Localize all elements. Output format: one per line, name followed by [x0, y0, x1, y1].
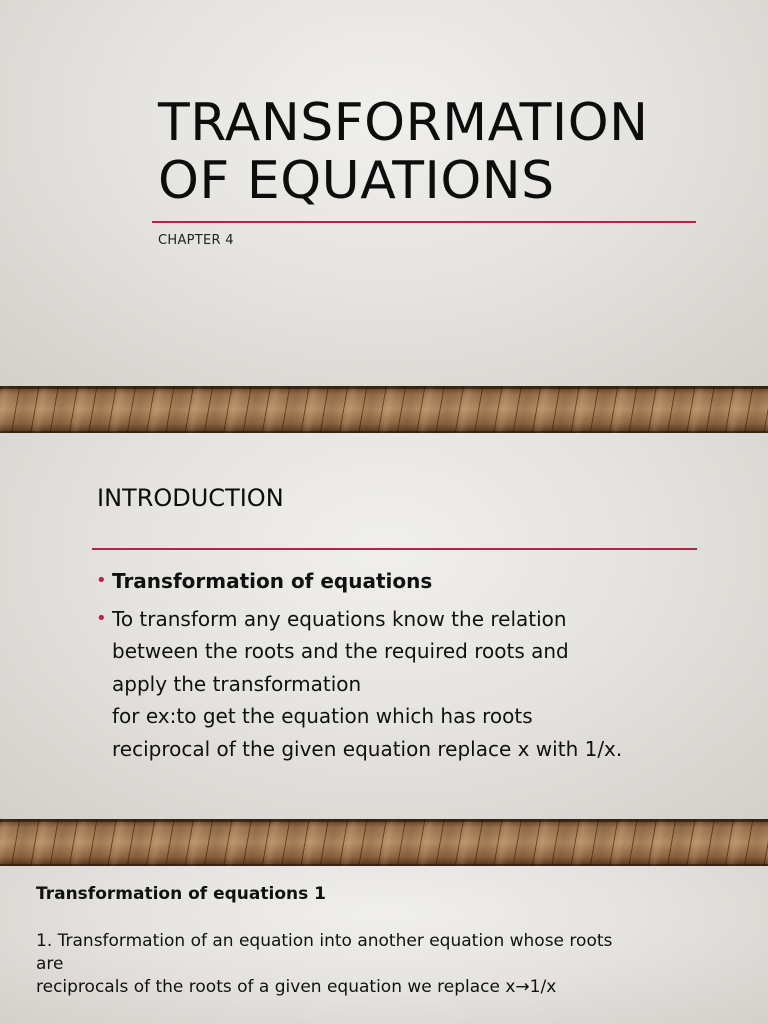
bullet-list — [96, 565, 716, 770]
introduction-heading: INTRODUCTION — [97, 484, 284, 512]
introduction-slide — [0, 433, 768, 819]
wood-floor-divider — [0, 819, 768, 866]
bullet-text: To transform any equations know the relation between the roots and the required roots and apply the transformation for ex:to get the equation which has roots reciprocal of the given equation replace x with 1/x. — [112, 606, 623, 761]
introduction-divider — [92, 548, 697, 550]
bullet-icon: • — [96, 607, 107, 629]
bullet-item — [96, 565, 716, 598]
transformation-body: 1. Transformation of an equation into another equation whose roots are reciprocals of the roots of a given equation we replace x→1/x — [36, 931, 613, 997]
bullet-text: Transformation of equations — [112, 569, 433, 593]
slide-title: TRANSFORMATION OF EQUATIONS — [158, 93, 649, 211]
title-divider — [152, 221, 696, 223]
transformation-slide — [0, 866, 768, 1024]
slide-subtitle: CHAPTER 4 — [158, 233, 234, 248]
transformation-heading: Transformation of equations 1 — [36, 884, 326, 904]
title-slide — [0, 0, 768, 386]
bullet-item — [96, 603, 716, 766]
bullet-icon: • — [96, 570, 107, 591]
wood-floor-divider — [0, 386, 768, 433]
